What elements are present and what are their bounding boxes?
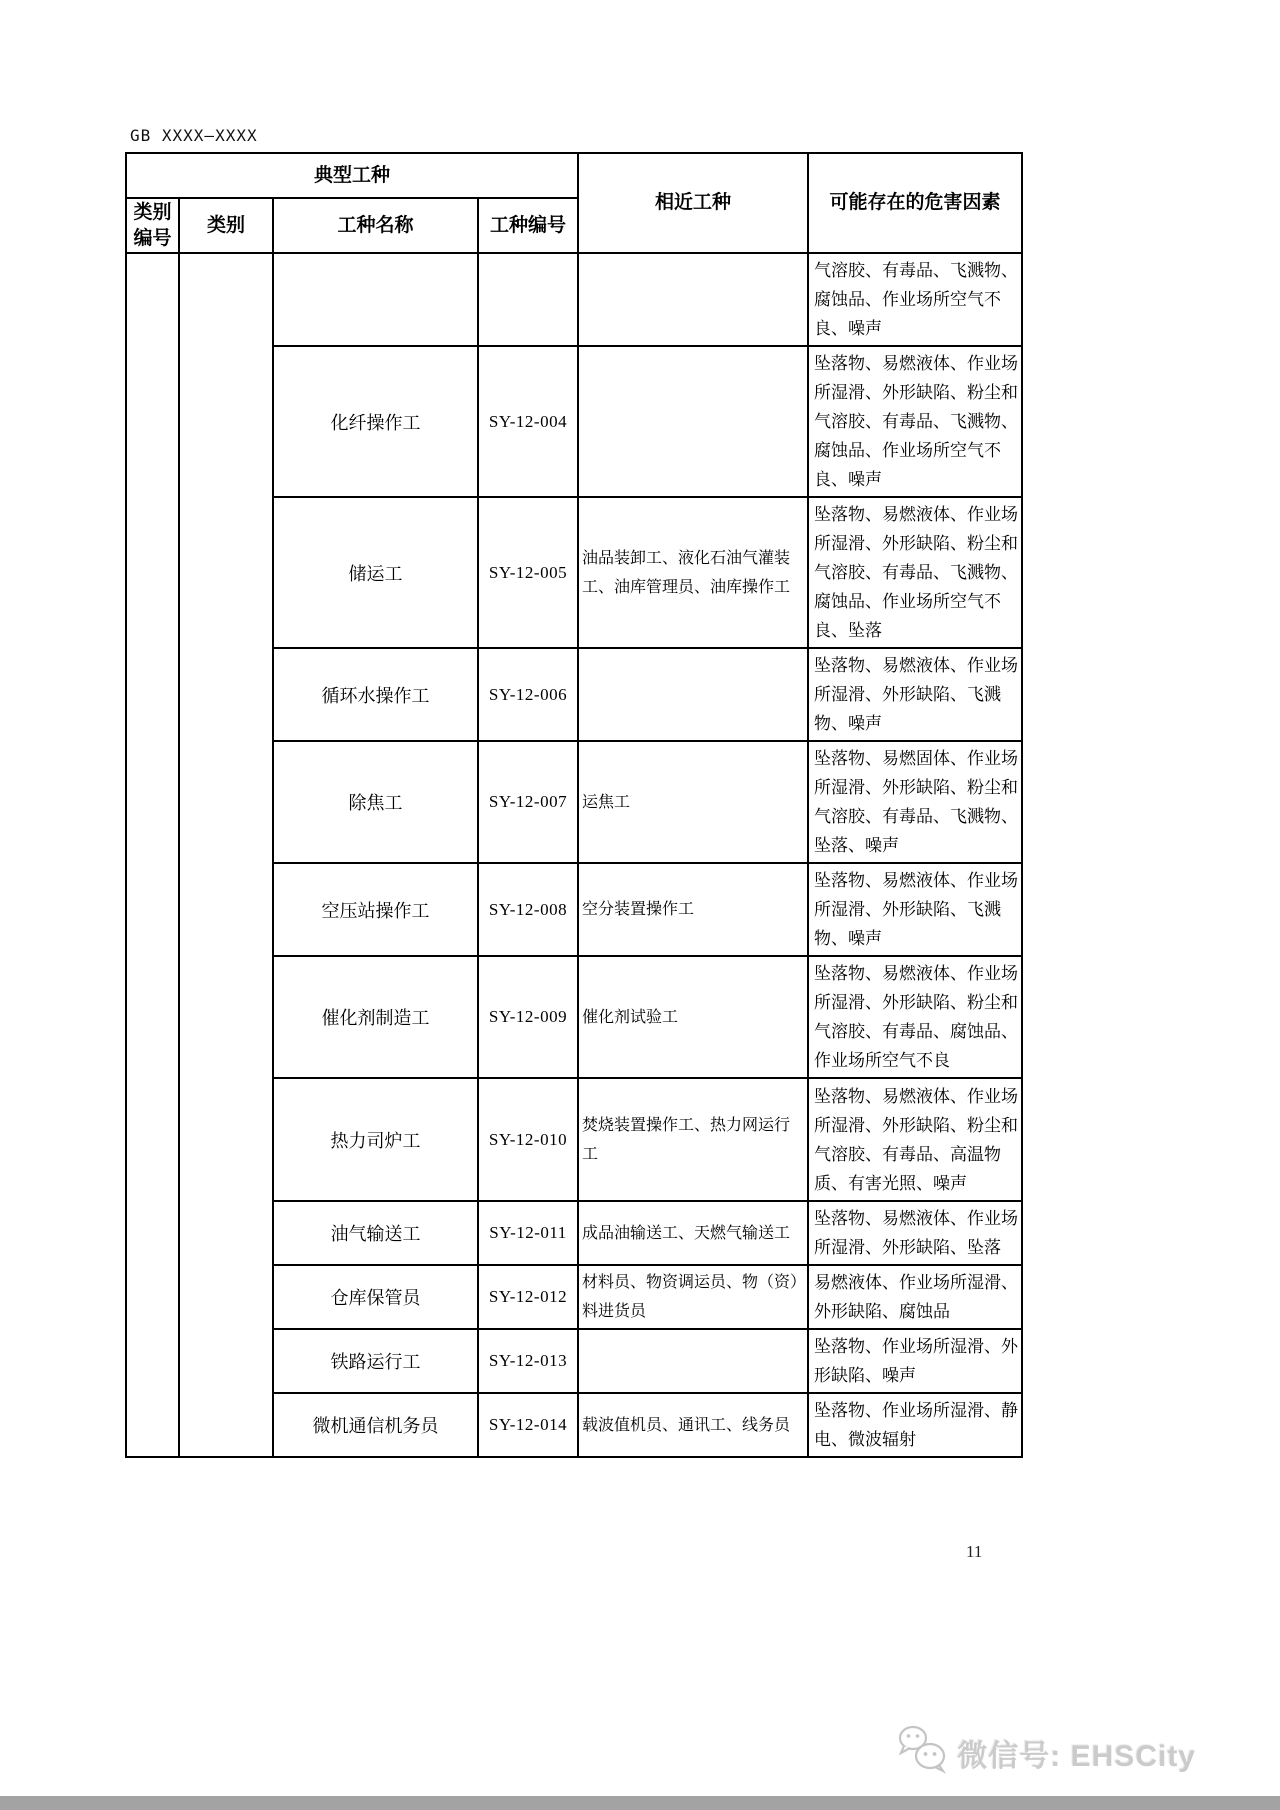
hazards-cell: 坠落物、易燃液体、作业场所湿滑、外形缺陷、飞溅物、噪声 [808, 648, 1022, 741]
similar-jobs-cell [578, 346, 808, 497]
jobs-table [125, 152, 1023, 1458]
job-code-cell: SY-12-013 [478, 1329, 578, 1393]
similar-jobs-cell [578, 1329, 808, 1393]
job-name-cell: 热力司炉工 [273, 1078, 478, 1201]
job-code-cell: SY-12-012 [478, 1265, 578, 1329]
similar-jobs-cell: 材料员、物资调运员、物（资）料进货员 [578, 1265, 808, 1329]
hazards-cell: 坠落物、易燃液体、作业场所湿滑、外形缺陷、粉尘和气溶胶、有毒品、腐蚀品、作业场所空气不良 [808, 956, 1022, 1078]
table-header [126, 153, 1022, 253]
similar-jobs-cell: 载波值机员、通讯工、线务员 [578, 1393, 808, 1457]
typical-jobs-header: 典型工种 [126, 153, 578, 198]
hazards-cell: 坠落物、作业场所湿滑、静电、微波辐射 [808, 1393, 1022, 1457]
hazards-cell: 坠落物、作业场所湿滑、外形缺陷、噪声 [808, 1329, 1022, 1393]
hazards-cell: 易燃液体、作业场所湿滑、外形缺陷、腐蚀品 [808, 1265, 1022, 1329]
similar-jobs-cell: 成品油输送工、天燃气输送工 [578, 1201, 808, 1265]
hazards-cell: 气溶胶、有毒品、飞溅物、腐蚀品、作业场所空气不良、噪声 [808, 253, 1022, 346]
footer-gray-bar [0, 1796, 1280, 1810]
job-name-cell: 空压站操作工 [273, 863, 478, 956]
job-code-cell: SY-12-005 [478, 497, 578, 648]
similar-jobs-cell: 油品装卸工、液化石油气灌装工、油库管理员、油库操作工 [578, 497, 808, 648]
job-name-cell: 微机通信机务员 [273, 1393, 478, 1457]
hazards-cell: 坠落物、易燃液体、作业场所湿滑、外形缺陷、粉尘和气溶胶、有毒品、高温物质、有害光照、噪声 [808, 1078, 1022, 1201]
similar-jobs-header: 相近工种 [578, 153, 808, 253]
job-name-cell: 储运工 [273, 497, 478, 648]
similar-jobs-cell: 运焦工 [578, 741, 808, 863]
similar-jobs-cell: 空分装置操作工 [578, 863, 808, 956]
job-code-header: 工种编号 [478, 198, 578, 253]
job-name-cell: 化纤操作工 [273, 346, 478, 497]
wechat-icon [894, 1722, 950, 1783]
job-code-cell: SY-12-006 [478, 648, 578, 741]
watermark [894, 1722, 1196, 1783]
job-name-cell: 催化剂制造工 [273, 956, 478, 1078]
job-name-cell [273, 253, 478, 346]
job-code-cell [478, 253, 578, 346]
job-code-cell: SY-12-004 [478, 346, 578, 497]
job-code-cell: SY-12-011 [478, 1201, 578, 1265]
similar-jobs-cell [578, 253, 808, 346]
header-row-top [126, 153, 1022, 198]
category-no-header: 类别编号 [126, 198, 179, 253]
category-cell [179, 253, 273, 1457]
job-name-cell: 铁路运行工 [273, 1329, 478, 1393]
hazards-header: 可能存在的危害因素 [808, 153, 1022, 253]
job-code-cell: SY-12-007 [478, 741, 578, 863]
job-name-cell: 除焦工 [273, 741, 478, 863]
job-code-cell: SY-12-010 [478, 1078, 578, 1201]
similar-jobs-cell: 催化剂试验工 [578, 956, 808, 1078]
page-number: 11 [966, 1542, 983, 1561]
hazards-cell: 坠落物、易燃液体、作业场所湿滑、外形缺陷、飞溅物、噪声 [808, 863, 1022, 956]
job-name-cell: 油气输送工 [273, 1201, 478, 1265]
job-code-cell: SY-12-014 [478, 1393, 578, 1457]
similar-jobs-cell: 焚烧装置操作工、热力网运行工 [578, 1078, 808, 1201]
job-code-cell: SY-12-008 [478, 863, 578, 956]
job-name-cell: 仓库保管员 [273, 1265, 478, 1329]
doc-code: GB XXXX—XXXX [130, 126, 258, 145]
hazards-cell: 坠落物、易燃液体、作业场所湿滑、外形缺陷、坠落 [808, 1201, 1022, 1265]
hazards-cell: 坠落物、易燃液体、作业场所湿滑、外形缺陷、粉尘和气溶胶、有毒品、飞溅物、腐蚀品、作业场所空气不良、坠落 [808, 497, 1022, 648]
hazards-cell: 坠落物、易燃固体、作业场所湿滑、外形缺陷、粉尘和气溶胶、有毒品、飞溅物、坠落、噪声 [808, 741, 1022, 863]
category-no-cell [126, 253, 179, 1457]
job-name-cell: 循环水操作工 [273, 648, 478, 741]
hazards-cell: 坠落物、易燃液体、作业场所湿滑、外形缺陷、粉尘和气溶胶、有毒品、飞溅物、腐蚀品、作业场所空气不良、噪声 [808, 346, 1022, 497]
table-body [126, 253, 1022, 1457]
table-row [126, 253, 1022, 346]
similar-jobs-cell [578, 648, 808, 741]
job-code-cell: SY-12-009 [478, 956, 578, 1078]
watermark-label: 微信号: EHSCity [957, 1739, 1196, 1773]
job-name-header: 工种名称 [273, 198, 478, 253]
category-header: 类别 [179, 198, 273, 253]
